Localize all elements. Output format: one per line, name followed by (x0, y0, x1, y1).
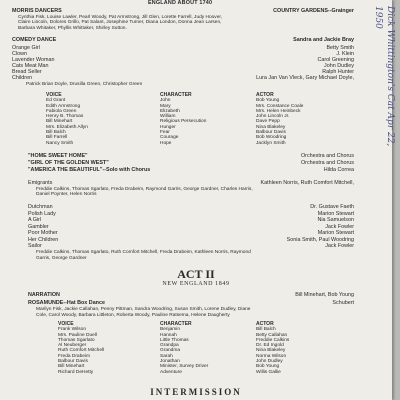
table-cell: Edith Armstrong (46, 103, 81, 109)
role-name: Cats Meat Man (12, 63, 49, 69)
cast-line: Freddie Calkins, Thomas Sgarlato, Ruth Comfort Mitchell, Freda Drabeim, Kathleen Norris, Raymond (36, 250, 251, 255)
role-actor: Jack Fowler (325, 243, 354, 249)
table-cell: Courage (160, 135, 179, 141)
act1-heading: ENGLAND ABOUT 1740 (148, 0, 213, 6)
emigrants-cast-line: Daniel Poynter, Helen Norris (36, 192, 97, 197)
table-cell: Balbour Davis (256, 130, 286, 136)
emigrants-label: Emigrants (28, 180, 53, 186)
table-cell: Bill Farrell (46, 135, 68, 141)
table-cell: Bob Woodring (256, 135, 287, 141)
table-cell: John Dudley (256, 359, 283, 365)
narration-label: NARRATION (28, 292, 60, 298)
table-cell: Mrs. Pauline Duell (58, 332, 97, 338)
table1-actor-column (256, 93, 303, 146)
role-actor: Nia Samuelson (317, 217, 354, 223)
table-cell: Fear (160, 130, 170, 136)
table-cell: Hope (160, 140, 172, 146)
role-name: Dutchman (28, 204, 53, 210)
narration-cast: Bill Minehart, Bob Young (295, 292, 354, 298)
table-cell: Mrs. Helen Heinbeck (256, 108, 301, 114)
children-continued: Patrick Brian Doyle, Drusilla Green, Christopher Green (26, 82, 143, 87)
table2-character-column (160, 322, 208, 375)
table-cell: Benjamin (160, 327, 180, 333)
role-name: Her Children (28, 236, 59, 243)
table1-character-column (160, 93, 206, 146)
role-name: Bread Seller (12, 69, 42, 75)
song-title: "AMERICA THE BEAUTIFUL"--Solo with Chorus (28, 167, 151, 173)
table-cell: Al Neuberger (58, 343, 87, 349)
song-performer: Orchestra and Chorus (300, 160, 354, 166)
table-cell: Norma Wilson (256, 353, 287, 359)
rosamunde-composer: Schubert (332, 300, 354, 306)
table-cell: Mary (160, 103, 171, 109)
song-performer: Orchestra and Chorus (300, 153, 354, 159)
act2-subtitle: NEW ENGLAND 1849 (162, 281, 230, 287)
role-name: Gambler (28, 223, 49, 230)
role-actor: Sonia Smith, Paul Woodring (286, 236, 354, 243)
table-cell: Adventure (160, 369, 182, 375)
table-header: ACTOR (256, 321, 274, 327)
handwritten-note: Dick Whittington's Cat Apr 22, 1950 (373, 6, 395, 147)
rosamunde-cast-line: Marilyn Fisk, Jackie Callahan, Penny Pittman, Sandra Woodring, Susan Smith, Lorene Dudley, Diane (36, 307, 251, 312)
role-name: A Girl (28, 217, 42, 223)
cast-line: Garris, George Gardner (36, 255, 87, 261)
table-cell: Balbour Davis (58, 359, 88, 365)
table-cell: John Lincoln Jr. (256, 114, 290, 120)
role-name: Poor Mother (28, 230, 58, 236)
act2-title: ACT II (177, 267, 215, 281)
role-actor: Dr. Gustave Faeth (310, 204, 354, 210)
table-cell: Bill Balch (46, 130, 66, 136)
role-name: Polish Lady (28, 210, 56, 217)
table-cell: Jonathan (160, 359, 180, 365)
emigrants-cast: Kathleen Norris, Ruth Comfort Mitchell, (260, 180, 354, 186)
table-cell: Bill Minehart (46, 119, 73, 125)
table-header: ACTOR (256, 92, 274, 98)
morris-music: COUNTRY GARDENS--Grainger (273, 8, 354, 14)
role-actor: Carol Greening (317, 57, 354, 63)
table-cell: Mrs. Constance Coale (256, 103, 304, 109)
table-cell: Bob Young (256, 364, 280, 370)
table-cell: Hannah (160, 332, 177, 338)
table-cell: Ruth Comfort Mitchell (58, 348, 105, 354)
table-cell: Betty Callahan (256, 332, 288, 338)
table-cell: Henry B. Thomas (46, 114, 84, 120)
table-cell: Nancy Smith (46, 140, 74, 146)
role-actor: Jack Fowler (325, 223, 354, 230)
table-cell: Dave Pepp (256, 119, 280, 125)
emigrants-cast-line: Freddie Calkins, Thomas Sgarlato, Freda Drabeim, Raymond Garris, George Gardner, Charles Harris, (36, 186, 253, 192)
table-cell: Nina Blakeley (256, 124, 286, 130)
role-actor: Ralph Hunter (322, 69, 354, 75)
table-cell: Nina Blakeley (256, 348, 286, 354)
table-cell: Little Thomas (160, 337, 189, 343)
role-actor: J. Klein (336, 51, 354, 57)
table-cell: Freda Drabeim (58, 353, 90, 359)
table-cell: John (160, 98, 171, 104)
morris-cast-line: Claire Lincoln, Dolores Grillo, Pat Salant, Josephine Turner, Diana London, Donna Jean Larsen, (18, 20, 222, 25)
song-performer: Hilda Correa (323, 167, 354, 173)
table-header: CHARACTER (160, 321, 192, 327)
table-cell: Jacklyn Smith (256, 140, 286, 146)
intermission-heading: INTERMISSION (150, 387, 242, 397)
table-cell: Mrs. Elizabeth Allyn (46, 124, 88, 130)
comedy-title: COMEDY DANCE (12, 37, 57, 43)
morris-title: MORRIS DANCERS (12, 8, 62, 14)
table-cell: William (160, 114, 176, 120)
comedy-cast: Sandra and Jackie Bray (293, 37, 354, 43)
table-cell: Bob Young (256, 98, 280, 104)
table-cell: Freddie Calkins (256, 337, 290, 343)
table-cell: Fabiola Green (46, 108, 77, 114)
table-cell: Sarah (160, 353, 173, 359)
rosamunde-cast-line: Cole, Carol Woody, Barbara Littleton, Roberta Woody, Pauline Ratsema, Helene Daugherty (36, 312, 230, 318)
table-cell: Richard DeHetty (58, 369, 94, 375)
table-cell: Frank Wilson (58, 327, 86, 333)
morris-cast-line: Barbara Whitaker, Phyllis Whittaker, Shirley Sutton. (18, 25, 127, 31)
table-cell: Grandpa (160, 343, 179, 349)
table-header: VOICE (46, 92, 62, 98)
song-title: "HOME SWEET HOME" (28, 153, 88, 159)
table-cell: Bill Minehart (58, 364, 85, 370)
table2-voice-column (58, 322, 104, 375)
table-cell: Minister, Survey Driver (160, 364, 209, 370)
table2-actor-column (256, 322, 289, 375)
role-actor: Marion Stewart (317, 230, 354, 236)
song-title: "GIRL OF THE GOLDEN WEST" (28, 160, 109, 166)
table-cell: Thomas Sgarlato (58, 337, 95, 343)
role-actor: John Dudley (324, 63, 354, 69)
role-name: Sailor (28, 243, 42, 249)
rosamunde-title: ROSAMUNDE--Hat Box Dance (28, 300, 105, 306)
role-actor: Betty Smith (326, 45, 354, 51)
table-cell: Bill Balch (256, 327, 276, 333)
role-name: Orange Girl (12, 45, 40, 51)
role-name: Clown (12, 51, 27, 57)
table-cell: Elizabeth (160, 108, 180, 114)
table-cell: Religious Persecution (160, 119, 207, 125)
role-actor: Lura Jan Van Vleck, Gary Michael Doyle, (256, 75, 354, 81)
table-cell: Hunger (160, 124, 176, 130)
table-cell: Dr. Ed Ingold (256, 343, 284, 349)
table1-voice-column (46, 93, 88, 146)
table-cell: Ed Grant (46, 98, 66, 104)
role-name: Lavender Woman (12, 57, 55, 63)
role-actor: Marion Stewart (317, 210, 354, 217)
table-header: VOICE (58, 321, 74, 327)
role-name: Children (12, 75, 33, 81)
table-cell: Willis Gallie (256, 369, 281, 375)
table-header: CHARACTER (160, 92, 192, 98)
morris-cast-line: Cynthia Fisk, Louise Lawler, Pearl Woody, Pat Armstrong, Jill Glen, Lorette Farrell, Judy Hoover, (18, 14, 223, 20)
table-cell: Grandma (160, 348, 180, 354)
